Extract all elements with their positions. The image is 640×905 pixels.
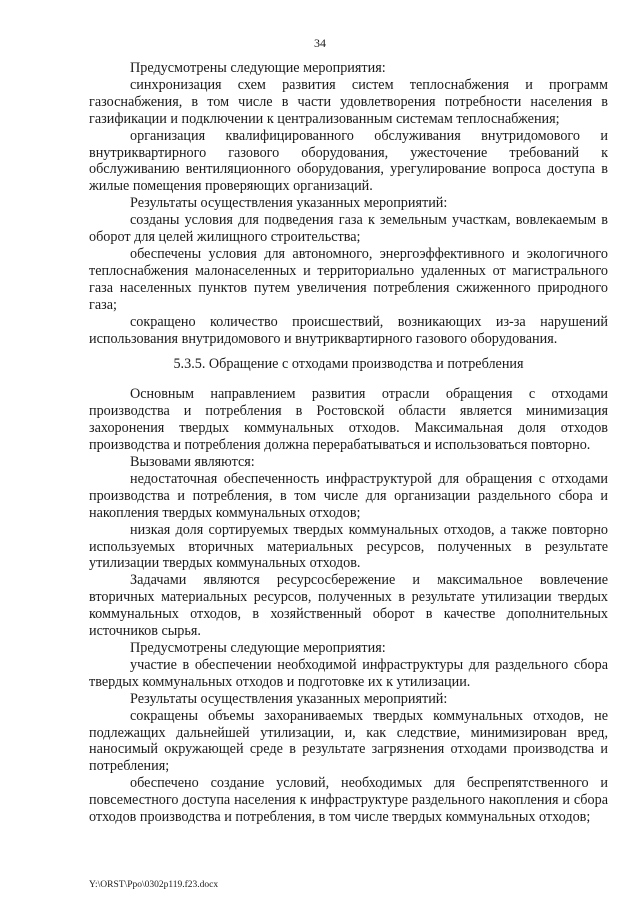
paragraph: низкая доля сортируемых твердых коммунальных отходов, а также повторно используемых вторичных материальных ресурсов, полученных в результате утилизации твердых коммунальных отходов. [89, 521, 608, 572]
paragraph: обеспечено создание условий, необходимых для беспрепятственного и повсеместного доступа населения к инфраструктуре раздельного накопления и сбора отходов производства и потребления, в том числе твердых коммунальных отходов; [89, 775, 608, 826]
document-body [89, 60, 608, 826]
paragraph: Предусмотрены следующие мероприятия: [130, 640, 386, 656]
page-number: 34 [314, 36, 326, 50]
paragraph: Предусмотрены следующие мероприятия: [130, 60, 386, 76]
paragraph: созданы условия для подведения газа к земельным участкам, вовлекаемым в оборот для целей жилищного строительства; [89, 212, 608, 246]
paragraph: сокращены объемы захораниваемых твердых коммунальных отходов, не подлежащих дальнейшей утилизации, и, как следствие, минимизирован вред, наносимый окружающей среде в результате загрязнения отходами производства и потребления; [89, 707, 608, 775]
footer-file-path: Y:\ORST\Ppo\0302p119.f23.docx [89, 880, 219, 890]
paragraph: обеспечены условия для автономного, энергоэффективного и экологичного теплоснабжения малонаселенных и территориально удаленных от магистрального газа населенных пунктов путем увеличения потребления сжиженного природного газа; [89, 245, 608, 313]
paragraph: сокращено количество происшествий, возникающих из-за нарушений использования внутридомового и внутриквартирного газового оборудования. [89, 313, 608, 347]
paragraph: организация квалифицированного обслуживания внутридомового и внутриквартирного газового оборудования, ужесточение требований к обслуживанию вентиляционного оборудования, урегулирование вопроса доступа в жилые помещения проверяющих организаций. [89, 127, 608, 195]
paragraph: синхронизация схем развития систем теплоснабжения и программ газоснабжения, в том числе в части удовлетворения потребности населения в газификации и подключении к централизованным системам теплоснабжения; [89, 76, 608, 127]
paragraph: Результаты осуществления указанных мероприятий: [130, 195, 448, 212]
paragraph: Результаты осуществления указанных мероприятий: [130, 690, 448, 707]
paragraph: недостаточная обеспеченность инфраструктурой для обращения с отходами производства и потребления, в том числе для организации раздельного сбора и накопления твердых коммунальных отходов; [89, 470, 608, 521]
paragraph: участие в обеспечении необходимой инфраструктуры для раздельного сбора твердых коммунальных отходов и подготовке их к утилизации. [89, 656, 608, 690]
paragraph: Основным направлением развития отрасли обращения с отходами производства и потребления в Ростовской области является минимизация захоронения твердых коммунальных отходов. Максимальная доля отходов производства и потребления должна перерабатываться и использоваться повторно. [89, 386, 608, 454]
paragraph: Вызовами являются: [130, 454, 255, 471]
paragraph: Задачами являются ресурсосбережение и максимальное вовлечение вторичных материальных ресурсов, полученных в результате утилизации твердых коммунальных отходов, в хозяйственный оборот в качестве дополнительных источников сырья. [89, 572, 608, 640]
section-heading: 5.3.5. Обращение с отходами производства и потребления [173, 356, 524, 373]
